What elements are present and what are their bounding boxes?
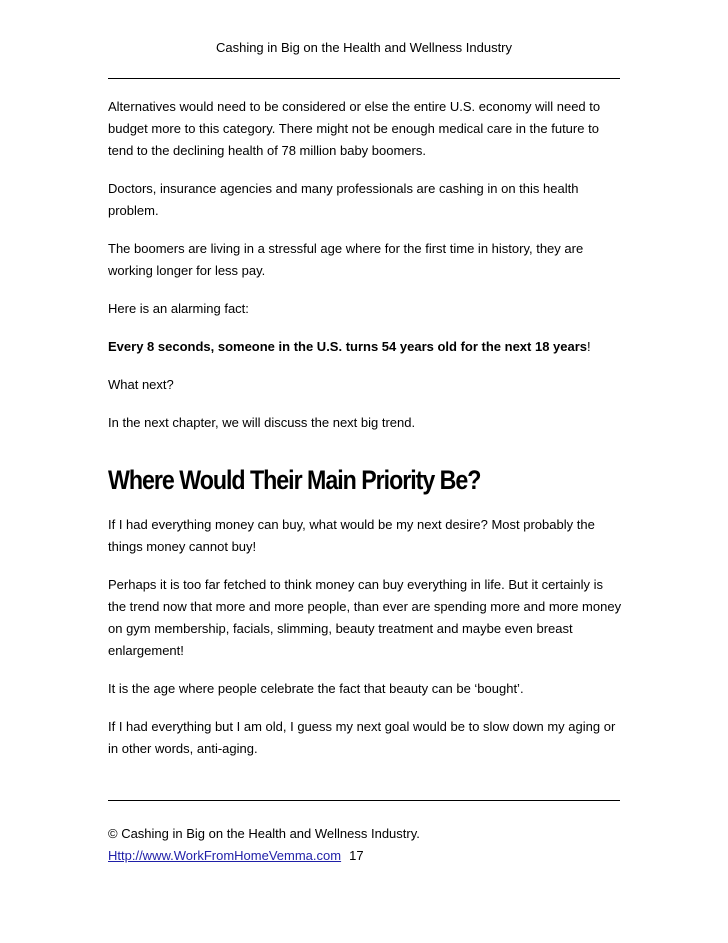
paragraph: Perhaps it is too far fetched to think money can buy everything in life. But it certainly is the trend now that more and more people, than ever are spending more and more money on gym membership, facials, slimming, beauty treatment and maybe even breast enlargement! <box>108 577 622 658</box>
paragraph: Alternatives would need to be considered or else the entire U.S. economy will need to budget more to this category. There might not be enough medical care in the future to tend to the declining health of 78 million baby boomers. <box>108 99 601 158</box>
paragraph: It is the age where people celebrate the fact that beauty can be ‘bought’. <box>108 681 524 696</box>
paragraph: If I had everything money can buy, what would be my next desire? Most probably the things money cannot buy! <box>108 517 595 554</box>
section-heading: Where Would Their Main Priority Be? <box>108 465 481 495</box>
header-divider <box>108 78 620 79</box>
alarming-fact-paragraph <box>108 336 624 358</box>
paragraph: In the next chapter, we will discuss the next big trend. <box>108 415 416 430</box>
alarming-fact-bold: Every 8 seconds, someone in the U.S. turns 54 years old for the next 18 years <box>108 339 588 354</box>
footer-divider <box>108 800 620 801</box>
paragraph: If I had everything but I am old, I guess my next goal would be to slow down my aging or in other words, anti-aging. <box>108 719 616 756</box>
footer-link-line <box>108 845 620 867</box>
paragraph: Here is an alarming fact: <box>108 301 249 316</box>
website-link[interactable]: Http://www.WorkFromHomeVemma.com <box>108 848 342 863</box>
running-header: Cashing in Big on the Health and Wellness Industry <box>215 40 513 55</box>
footer-copyright: © Cashing in Big on the Health and Wellness Industry. <box>108 826 420 841</box>
paragraph: Doctors, insurance agencies and many professionals are cashing in on this health problem. <box>108 181 579 218</box>
page-footer <box>108 823 620 867</box>
alarming-fact-tail: ! <box>587 339 591 354</box>
page-body <box>108 96 624 776</box>
page-number: 17 <box>349 848 364 863</box>
paragraph: What next? <box>108 377 174 392</box>
paragraph: The boomers are living in a stressful age where for the first time in history, they are working longer for less pay. <box>108 241 584 278</box>
